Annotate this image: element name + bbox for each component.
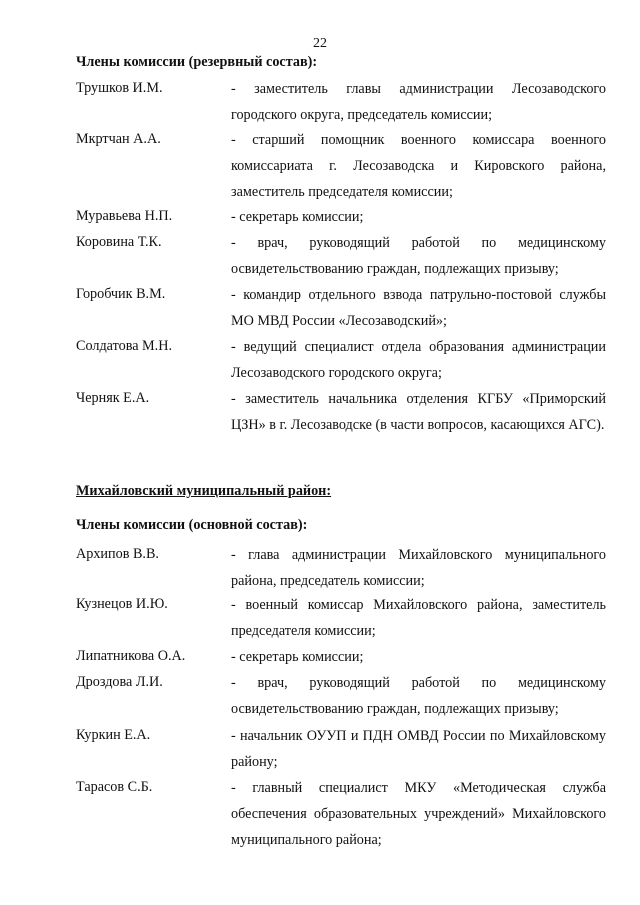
member-name: Трушков И.М. bbox=[76, 80, 163, 96]
member-name: Кузнецов И.Ю. bbox=[76, 596, 168, 612]
reserve-section-heading: Члены комиссии (резервный состав): bbox=[76, 54, 318, 70]
member-role: - главный специалист МКУ «Методическая служба обеспечения образовательных учреждений» Михайловского муниципального района; bbox=[231, 780, 606, 848]
member-name: Муравьева Н.П. bbox=[76, 208, 173, 224]
member-role: - заместитель начальника отделения КГБУ «Приморский ЦЗН» в г. Лесозаводске (в части вопросов, касающихся АГС). bbox=[231, 391, 606, 433]
member-role: - старший помощник военного комиссара военного комиссариата г. Лесозаводска и Кировского района, заместитель председателя комиссии; bbox=[231, 132, 606, 200]
member-role: - заместитель главы администрации Лесозаводского городского округа, председатель комиссии; bbox=[231, 81, 606, 123]
member-role: - глава администрации Михайловского муниципального района, председатель комиссии; bbox=[231, 547, 606, 589]
member-role: - секретарь комиссии; bbox=[231, 649, 364, 665]
district-heading: Михайловский муниципальный район: bbox=[76, 483, 332, 499]
page-number: 22 bbox=[313, 36, 327, 51]
member-name: Липатникова О.А. bbox=[76, 648, 186, 664]
member-role: - командир отдельного взвода патрульно-постовой службы МО МВД России «Лесозаводский»; bbox=[231, 287, 606, 329]
member-name: Коровина Т.К. bbox=[76, 234, 162, 250]
member-role: - врач, руководящий работой по медицинскому освидетельствованию граждан, подлежащих призыву; bbox=[231, 235, 606, 277]
member-name: Дроздова Л.И. bbox=[76, 674, 163, 690]
member-name: Солдатова М.Н. bbox=[76, 338, 173, 354]
member-name: Архипов В.В. bbox=[76, 546, 159, 562]
member-role: - врач, руководящий работой по медицинскому освидетельствованию граждан, подлежащих призыву; bbox=[231, 675, 606, 717]
main-section-heading: Члены комиссии (основной состав): bbox=[76, 517, 308, 533]
member-name: Горобчик В.М. bbox=[76, 286, 166, 302]
member-role: - военный комиссар Михайловского района, заместитель председателя комиссии; bbox=[231, 597, 606, 639]
member-role: - ведущий специалист отдела образования администрации Лесозаводского городского округа; bbox=[231, 339, 606, 381]
member-name: Мкртчан А.А. bbox=[76, 131, 161, 147]
member-name: Куркин Е.А. bbox=[76, 727, 151, 743]
member-role: - начальник ОУУП и ПДН ОМВД России по Михайловскому району; bbox=[231, 728, 606, 770]
member-role: - секретарь комиссии; bbox=[231, 209, 364, 225]
member-name: Черняк Е.А. bbox=[76, 390, 150, 406]
member-name: Тарасов С.Б. bbox=[76, 779, 153, 795]
